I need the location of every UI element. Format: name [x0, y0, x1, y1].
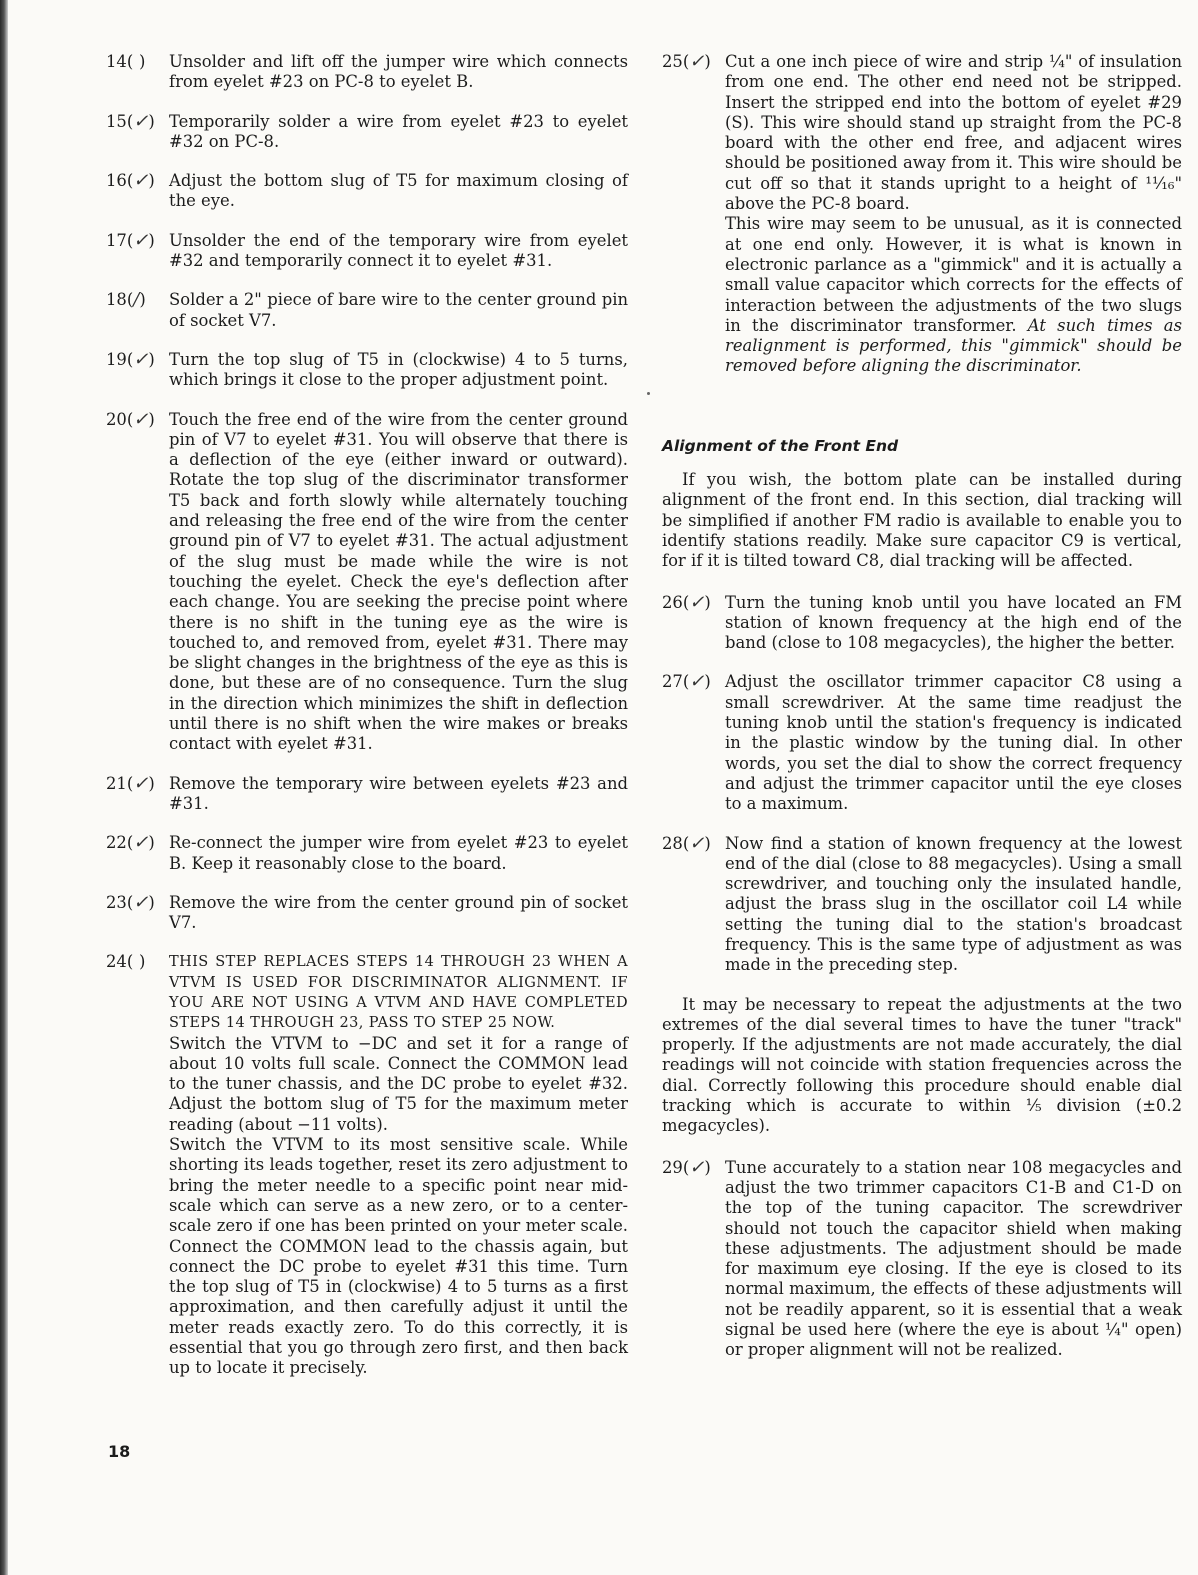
closing-paragraph: It may be necessary to repeat the adjustments at the two extremes of the dial several times to have the tuner "track" properly. If the adjustments are not made accurately, the dial readings will not coincide with station frequencies across the dial. Correctly following this procedure should enable dial tracking which is accurate to within ⅕ division (±0.2 megacycles). — [662, 994, 1182, 1136]
step-number: 15(✓) — [106, 110, 155, 132]
step-number: 25(✓) — [662, 51, 711, 72]
section-intro: If you wish, the bottom plate can be installed during alignment of the front end. In this section, dial tracking will be simplified if another FM radio is available to enable you to identify stations readily. Make sure capacitor C9 is vertical, for if it is tilted toward C8, dial tracking will be affected. — [662, 470, 1182, 571]
check-mark-icon: ✓ — [133, 832, 149, 854]
step-number: 20(✓) — [106, 408, 155, 430]
step-text: Adjust the oscillator trimmer capacitor C8 using a small screwdriver. At the same time readjust the tuning knob until the station's frequency is indicated in the plastic window by the tuning dial. In other words, you set the dial to show the correct frequency and adjust the trimmer capacitor until the eye closes to a maximum. — [725, 672, 1182, 814]
step-24-caps-note: THIS STEP REPLACES STEPS 14 THROUGH 23 WHEN A VTVM IS USED FOR DISCRIMINATOR ALIGNMENT. IF YOU ARE NOT USING A VTVM AND HAVE COMPLETED STEPS 14 THROUGH 23, PASS TO STEP 25 NOW. — [169, 954, 628, 1032]
step-text: Solder a 2" piece of bare wire to the center ground pin of socket V7. — [169, 290, 628, 330]
step-item — [106, 290, 628, 331]
check-mark-icon: ✓ — [133, 891, 149, 913]
step-24-paragraph-1: Switch the VTVM to −DC and set it for a range of about 10 volts full scale. Connect the COMMON lead to the tuner chassis, and the DC probe to eyelet #32. Adjust the bottom slug of T5 for the maximum meter reading (about −11 volts). — [169, 1033, 628, 1134]
step-number: 18(/) — [106, 289, 146, 311]
step-25 — [662, 52, 1182, 377]
check-mark-icon: ✓ — [689, 591, 705, 613]
step-24-paragraph-2: Switch the VTVM to its most sensitive scale. While shorting its leads together, reset its zero adjustment to bring the meter needle to a specific point near mid-scale which can serve as a new zero, or to a center-scale zero if one has been printed on your meter scale. Connect the COMMON lead to the chassis again, but connect the DC probe to eyelet #31 this time. Turn the top slug of T5 in (clockwise) 4 to 5 turns as a first approximation, and then carefully adjust it until the meter reads exactly zero. To do this correctly, it is essential that you go through zero first, and then back up to locate it precisely. — [169, 1135, 628, 1378]
step-number: 14( ) — [106, 52, 146, 71]
check-mark-icon: ✓ — [689, 671, 705, 693]
step-text: Touch the free end of the wire from the center ground pin of V7 to eyelet #31. You will observe that there is a deflection of the eye (either inward or outward). Rotate the top slug of the discriminator transformer T5 back and forth slowly while alternately touching and releasing the free end of the wire from the center ground pin of V7 to eyelet #31. The actual adjustment of the slug must be made while the wire is not touching the eyelet. Check the eye's deflection after each change. You are seeking the precise point where there is no shift in the tuning eye as the wire is touched to, and removed from, eyelet #31. There may be slight changes in the brightness of the eye as this is done, but these are of no consequence. Turn the slug in the direction which minimizes the shift in deflection until there is no shift when the wire makes or breaks contact with eyelet #31. — [169, 409, 628, 754]
step-text: Remove the wire from the center ground pin of socket V7. — [169, 892, 628, 933]
step-item — [662, 593, 1182, 654]
check-mark-icon: ✓ — [133, 110, 149, 132]
step-item — [662, 834, 1182, 976]
page-number: 18 — [108, 1442, 131, 1461]
check-mark-icon: ✓ — [689, 1156, 705, 1178]
step-item — [106, 112, 628, 153]
step-item — [106, 774, 628, 815]
step-number: 28(✓) — [662, 832, 711, 854]
check-mark-icon: ✓ — [133, 229, 149, 251]
check-mark-icon: ✓ — [133, 170, 149, 192]
step-item — [662, 672, 1182, 814]
step-text: Unsolder the end of the temporary wire from eyelet #32 and temporarily connect it to eyelet #31. — [169, 230, 628, 271]
step-number: 16(✓) — [106, 170, 155, 192]
step-text: Temporarily solder a wire from eyelet #23 to eyelet #32 on PC-8. — [169, 111, 628, 151]
step-text: Turn the top slug of T5 in (clockwise) 4 to 5 turns, which brings it close to the proper adjustment point. — [169, 349, 628, 390]
step-24 — [106, 952, 628, 1378]
step-29-text: Tune accurately to a station near 108 megacycles and adjust the two trimmer capacitors C1-B and C1-D on the top of the tuning capacitor. The screwdriver should not touch the capacitor shield when making these adjustments. The adjustment should be made for maximum eye closing. If the eye is closed to its normal maximum, the effects of these adjustments will not be readily apparent, so it is essential that a weak signal be used here (where the eye is about ¼" open) or proper alignment will not be realized. — [725, 1157, 1182, 1360]
check-mark-icon: ✓ — [689, 51, 705, 72]
step-item — [106, 171, 628, 212]
step-25-note — [725, 214, 1182, 376]
step-item — [106, 893, 628, 934]
step-25-text: Cut a one inch piece of wire and strip ¼" of insulation from one end. The other end need not be stripped. Insert the stripped end into the bottom of eyelet #29 (S). This wire should stand up straight from the PC-8 board with the other end free, and adjacent wires should be positioned away from it. This wire should be cut off so that it stands upright to a height of ¹¹⁄₁₆" above the PC-8 board. — [725, 52, 1182, 214]
step-text: Turn the tuning knob until you have located an FM station of known frequency at the high end of the band (close to 108 megacycles), the higher the better. — [725, 592, 1182, 653]
check-mark-icon: ✓ — [133, 408, 149, 430]
step-item — [106, 833, 628, 874]
step-25-italic-note: At such times as realignment is performed, this "gimmick" should be removed before aligning the discriminator. — [725, 315, 1182, 376]
check-mark-icon: ✓ — [133, 348, 149, 370]
check-mark-icon: ✓ — [133, 772, 149, 794]
step-number: 19(✓) — [106, 348, 155, 370]
step-number: 21(✓) — [106, 772, 155, 794]
step-text: Remove the temporary wire between eyelets #23 and #31. — [169, 773, 628, 813]
check-mark-icon: ✓ — [689, 832, 705, 854]
step-item — [106, 350, 628, 391]
right-steps-list — [662, 593, 1182, 976]
step-number: 17(✓) — [106, 229, 155, 251]
step-number: 26(✓) — [662, 591, 711, 613]
step-text: Now find a station of known frequency at the lowest end of the dial (close to 88 megacycles). Using a small screwdriver, and touching only the insulated handle, adjust the brass slug in the oscillator coil L4 while setting the tuning dial to the station's broadcast frequency. This is the same type of adjustment as was made in the preceding step. — [725, 833, 1182, 975]
step-item — [106, 231, 628, 272]
check-mark-icon: / — [133, 289, 140, 311]
step-number: 29(✓) — [662, 1156, 711, 1178]
step-item — [106, 410, 628, 755]
step-number: 27(✓) — [662, 671, 711, 693]
page-binding-edge — [0, 0, 8, 1575]
step-25-text-2: This wire may seem to be unusual, as it is connected at one end only. However, it is what is known in electronic parlance as a "gimmick" and it is actually a small value capacitor which corrects for the effects of interaction between the adjustments of the two slugs in the discriminator transformer. — [725, 214, 1182, 335]
right-column — [662, 52, 1182, 1380]
step-number: 22(✓) — [106, 832, 155, 854]
step-29 — [662, 1158, 1182, 1361]
step-text: Adjust the bottom slug of T5 for maximum closing of the eye. — [169, 171, 628, 211]
step-number: 23(✓) — [106, 891, 155, 913]
left-column — [106, 52, 628, 1398]
section-heading: Alignment of the Front End — [662, 436, 899, 455]
step-item — [106, 52, 628, 93]
left-steps-list — [106, 52, 628, 933]
step-text: Re-connect the jumper wire from eyelet #23 to eyelet B. Keep it reasonably close to the board. — [169, 833, 628, 873]
ink-speck — [647, 392, 650, 395]
step-text: Unsolder and lift off the jumper wire which connects from eyelet #23 on PC-8 to eyelet B. — [169, 52, 628, 92]
step-number: 24( ) — [106, 952, 146, 972]
